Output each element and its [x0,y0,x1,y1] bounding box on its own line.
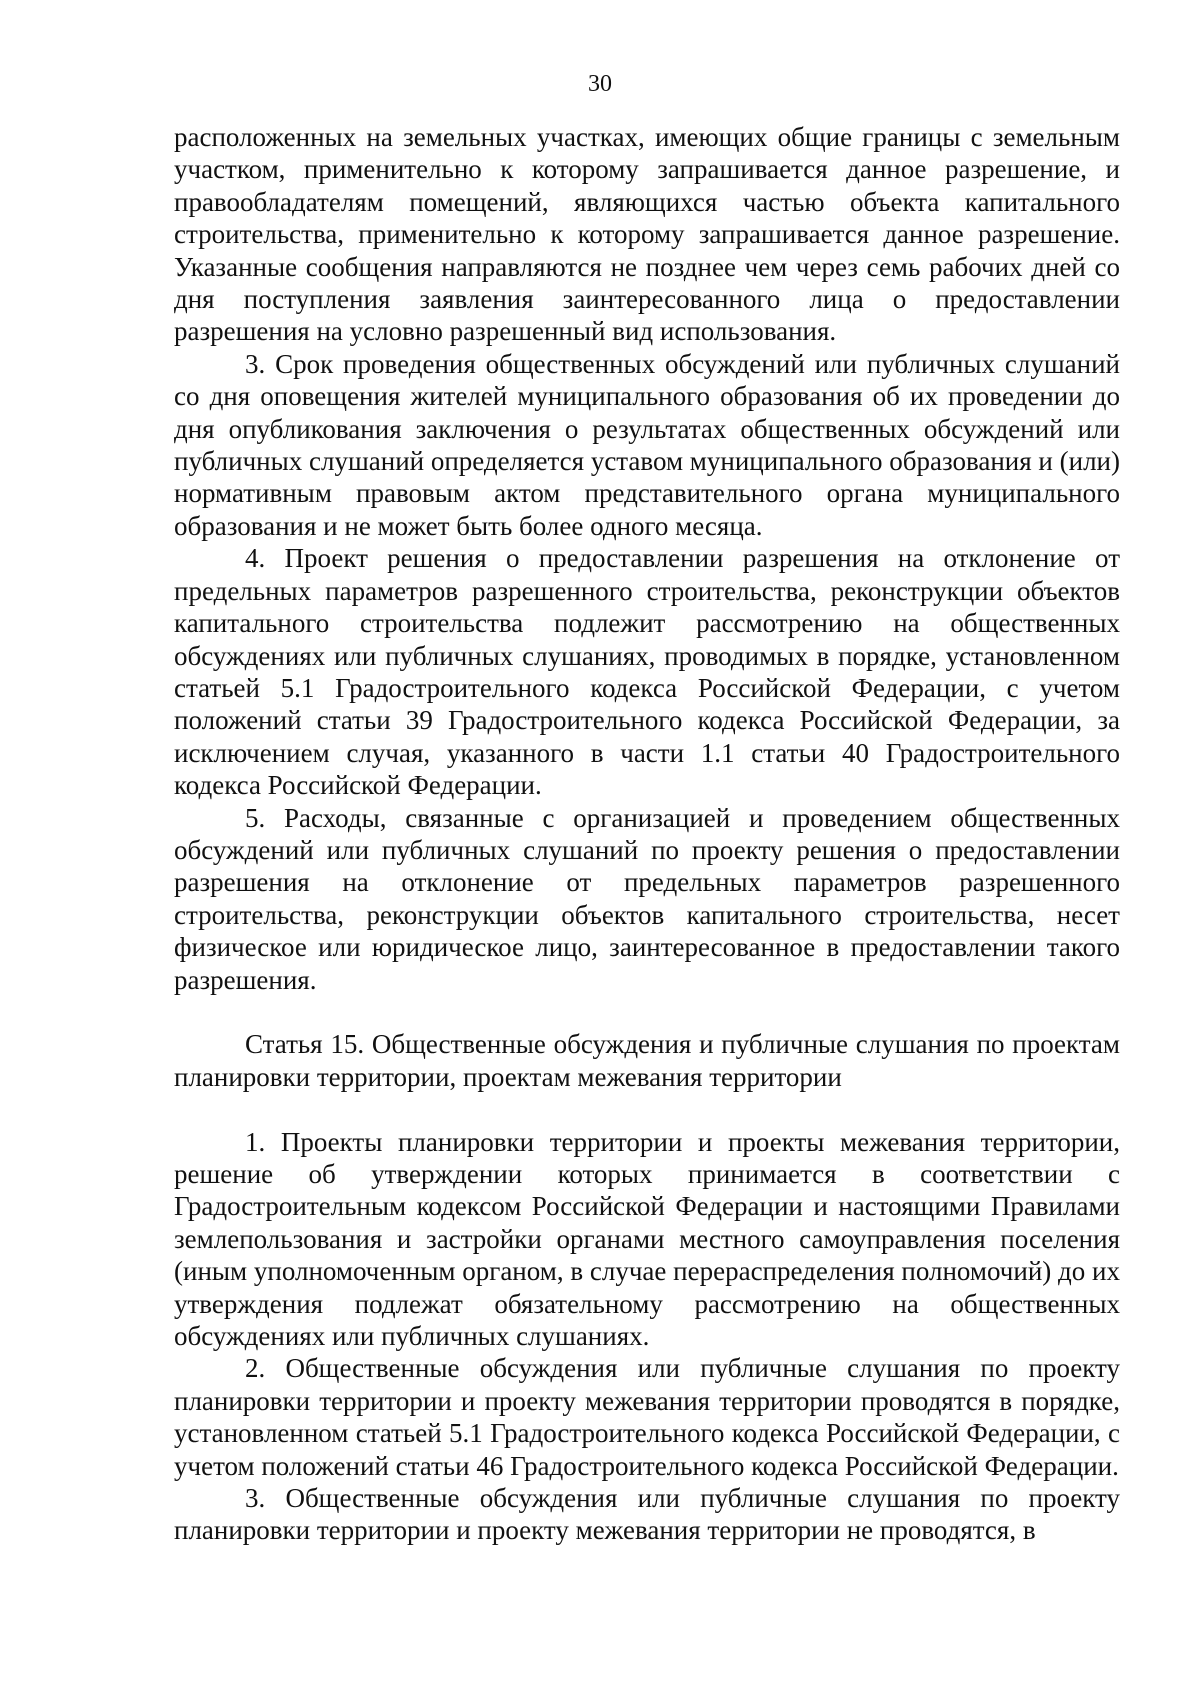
article-15-heading: Статья 15. Общественные обсуждения и публичные слушания по проектам планировки территории, проектам межевания территории [174,1029,1120,1092]
article-15-paragraph-1: 1. Проекты планировки территории и проекты межевания территории, решение об утверждении которых принимается в соответствии с Градостроительным кодексом Российской Федерации и настоящими Правилами землепользования и застройки органами местного самоуправления поселения (иным уполномоченным органом, в случае перераспределения полномочий) до их утверждения подлежат обязательному рассмотрению на общественных обсуждениях или публичных слушаниях. [174,1126,1120,1351]
paragraph-continuation: расположенных на земельных участках, имеющих общие границы с земельным участком, применительно к которому запрашивается данное разрешение, и правообладателям помещений, являющихся частью объекта капитального строительства, применительно к которому запрашивается данное разрешение. Указанные сообщения направляются не позднее чем через семь рабочих дней со дня поступления заявления заинтересованного лица о предоставлении разрешения на условно разрешенный вид использования. [174,122,1120,347]
paragraph-item-4: 4. Проект решения о предоставлении разрешения на отклонение от предельных параметров разрешенного строительства, реконструкции объектов капитального строительства подлежит рассмотрению на общественных обсуждениях или публичных слушаниях, проводимых в порядке, установленном статьей 5.1 Градостроительного кодекса Российской Федерации, с учетом положений статьи 39 Градостроительного кодекса Российской Федерации, за исключением случая, указанного в части 1.1 статьи 40 Градостроительного кодекса Российской Федерации. [174,543,1120,801]
article-15-paragraph-2: 2. Общественные обсуждения или публичные слушания по проекту планировки территории и проекту межевания территории проводятся в порядке, установленном статьей 5.1 Градостроительного кодекса Российской Федерации, с учетом положений статьи 46 Градостроительного кодекса Российской Федерации. [174,1353,1120,1481]
document-body [174,121,1120,1547]
paragraph-item-5: 5. Расходы, связанные с организацией и проведением общественных обсуждений или публичных слушаний по проекту решения о предоставлении разрешения на отклонение от предельных параметров разрешенного строительства, реконструкции объектов капитального строительства, несет физическое или юридическое лицо, заинтересованное в предоставлении такого разрешения. [174,802,1120,995]
paragraph-item-3: 3. Срок проведения общественных обсуждений или публичных слушаний со дня оповещения жителей муниципального образования об их проведении до дня опубликования заключения о результатах общественных обсуждений или публичных слушаний определяется уставом муниципального образования и (или) нормативным правовым актом представительного органа муниципального образования и не может быть более одного месяца. [174,348,1120,541]
page-number: 30 [588,71,612,97]
article-15-paragraph-3: 3. Общественные обсуждения или публичные слушания по проекту планировки территории и проекту межевания территории не проводятся, в [174,1483,1120,1546]
